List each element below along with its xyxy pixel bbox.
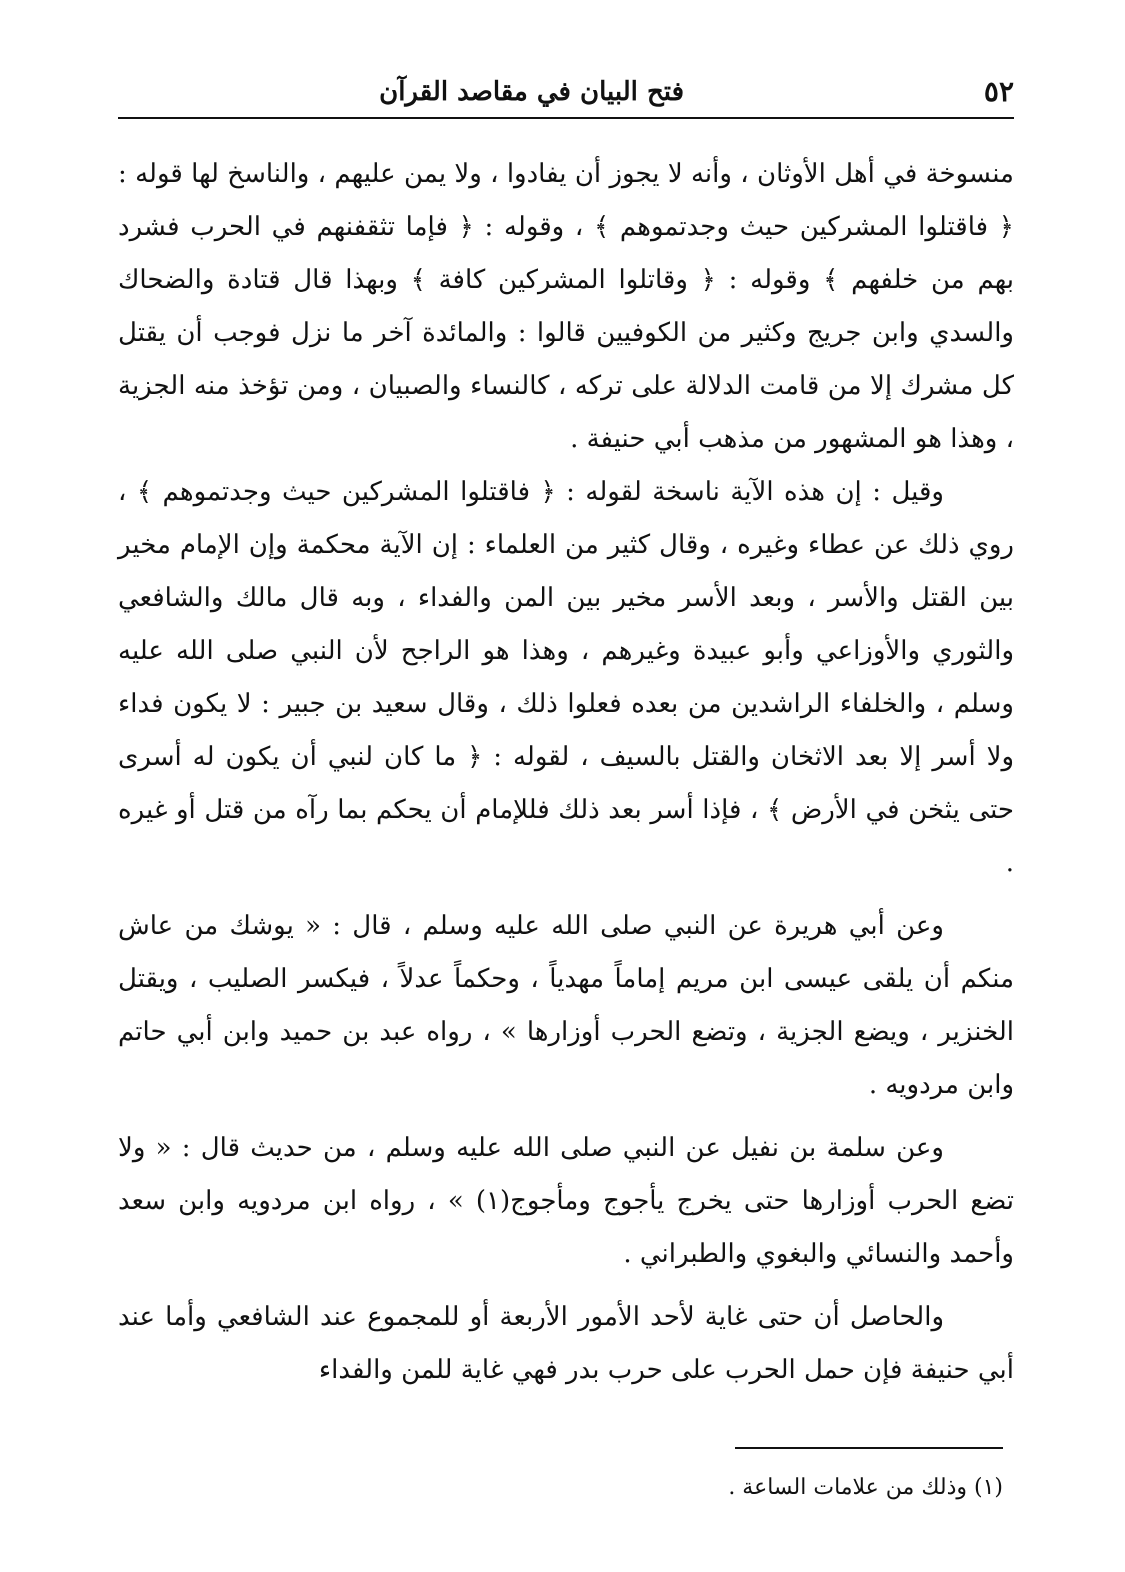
paragraph-3: وعن أبي هريرة عن النبي صلى الله عليه وسلم ، قال : « يوشك من عاش منكم أن يلقى عيسى ابن مريم إماماً مهدياً ، وحكماً عدلاً ، فيكسر الصليب ، ويقتل الخنزير ، ويضع الجزية ، وتضع الحرب أوزارها » ، رواه عبد بن حميد وابن أبي حاتم وابن مردويه . [118, 911, 1014, 1100]
paragraph-1: منسوخة في أهل الأوثان ، وأنه لا يجوز أن يفادوا ، ولا يمن عليهم ، والناسخ لها قوله : ﴿ فاقتلوا المشركين حيث وجدتموهم ﴾ ، وقوله : ﴿ فإما تثقفنهم في الحرب فشرد بهم من خلفهم ﴾ وقوله : ﴿ وقاتلوا المشركين كافة ﴾ وبهذا قال قتادة والضحاك والسدي وابن جريج وكثير من الكوفيين قالوا : والمائدة آخر ما نزل فوجب أن يقتل كل مشرك إلا من قامت الدلالة على تركه ، كالنساء والصبيان ، ومن تؤخذ منه الجزية ، وهذا هو المشهور من مذهب أبي حنيفة . [118, 159, 1014, 454]
footnote-divider [735, 1447, 1003, 1449]
paragraph-4: وعن سلمة بن نفيل عن النبي صلى الله عليه وسلم ، من حديث قال : « ولا تضع الحرب أوزارها حتى يخرج يأجوج ومأجوج(١) » ، رواه ابن مردويه وابن سعد وأحمد والنسائي والبغوي والطبراني . [118, 1133, 1014, 1269]
page-number: ٥٢ [983, 75, 1014, 108]
footnote: (١) وذلك من علامات الساعة . [728, 1475, 1003, 1500]
header-divider [118, 117, 1014, 119]
main-text [118, 148, 1014, 1397]
running-title: فتح البيان في مقاصد القرآن [379, 77, 684, 107]
page-header [118, 72, 1014, 112]
paragraph-2: وقيل : إن هذه الآية ناسخة لقوله : ﴿ فاقتلوا المشركين حيث وجدتموهم ﴾ ، روي ذلك عن عطاء وغيره ، وقال كثير من العلماء : إن الآية محكمة وإن الإمام مخير بين القتل والأسر ، وبعد الأسر مخير بين المن والفداء ، وبه قال مالك والشافعي والثوري والأوزاعي وأبو عبيدة وغيرهم ، وهذا هو الراجح لأن النبي صلى الله عليه وسلم ، والخلفاء الراشدين من بعده فعلوا ذلك ، وقال سعيد بن جبير : لا يكون فداء ولا أسر إلا بعد الاثخان والقتل بالسيف ، لقوله : ﴿ ما كان لنبي أن يكون له أسرى حتى يثخن في الأرض ﴾ ، فإذا أسر بعد ذلك فللإمام أن يحكم بما رآه من قتل أو غيره . [118, 477, 1014, 878]
paragraph-5: والحاصل أن حتى غاية لأحد الأمور الأربعة أو للمجموع عند الشافعي وأما عند أبي حنيفة فإن حمل الحرب على حرب بدر فهي غاية للمن والفداء [118, 1302, 1014, 1385]
